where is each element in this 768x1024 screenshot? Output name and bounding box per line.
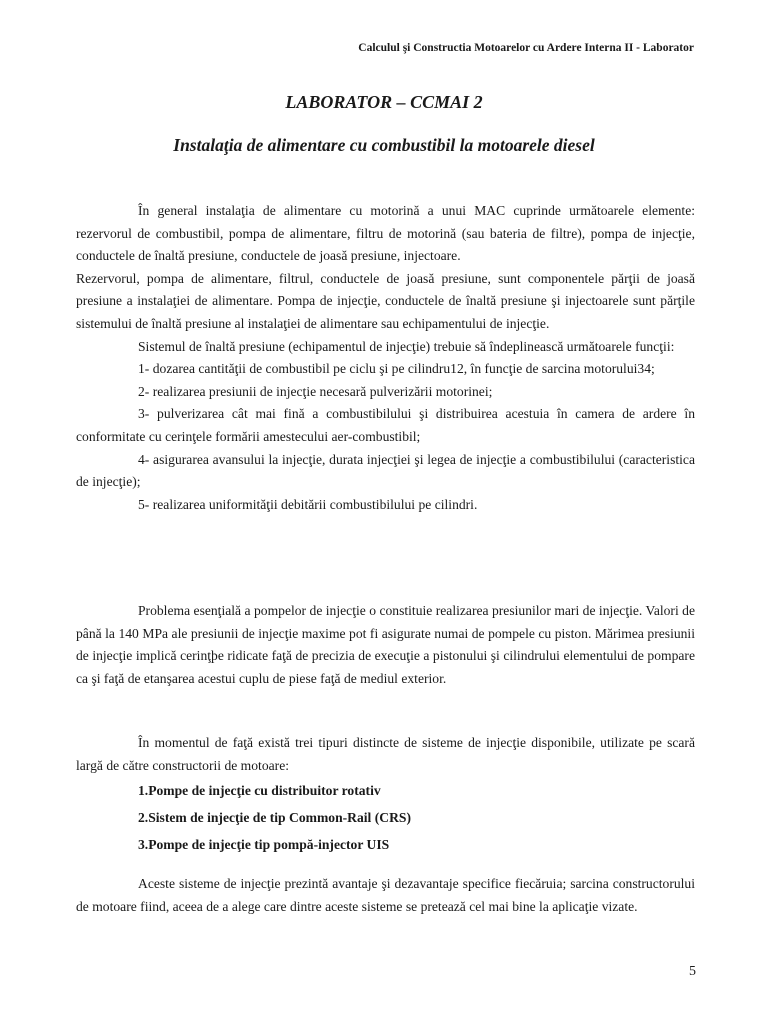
paragraph-functions-intro: Sistemul de înaltă presiune (echipamentul de injecţie) trebuie să îndeplinească următoarele funcţii:	[138, 338, 675, 354]
paragraph-components: Rezervorul, pompa de alimentare, filtrul, conductele de joasă presiune, sunt componentele părţii de joasă presiune a instalaţiei de alimentare. Pompa de injecţie, conductele de înaltă presiune şi injectoarele sunt părţile sistemului de înaltă presiune al instalaţiei de alimentare sau echipamentului de injecţie.	[76, 270, 695, 331]
page-number: 5	[689, 964, 696, 979]
system-item: 2.Sistem de injecţie de tip Common-Rail (CRS)	[138, 810, 411, 826]
function-item: 2- realizarea presiunii de injecţie necesară pulverizării motorinei;	[138, 383, 493, 399]
section-intro	[76, 200, 695, 516]
system-item: 3.Pompe de injecţie tip pompă-injector UIS	[138, 837, 390, 853]
section-conclusion	[76, 873, 695, 918]
paragraph-systems-intro: În momentul de faţă există trei tipuri distincte de sisteme de injecţie disponibile, utilizate pe scară largă de către constructorii de motoare:	[76, 735, 695, 773]
function-item: 4- asigurarea avansului la injecţie, durata injecţiei şi legea de injecţie a combustibilului (caracteristica de injecţie);	[76, 451, 695, 490]
function-item: 5- realizarea uniformităţii debitării combustibilului pe cilindri.	[138, 496, 478, 512]
page-title: LABORATOR – CCMAI 2	[285, 92, 483, 112]
paragraph-intro: În general instalaţia de alimentare cu motorină a unui MAC cuprinde următoarele elemente: rezervorul de combustibil, pompa de alimentare, filtru de motorină (sau bateria de filtre), pompa de injecţie, conductele de înaltă presiune, conductele de joasă presiune, injectoare.	[76, 203, 695, 264]
section-systems	[76, 732, 695, 858]
page-subtitle: Instalaţia de alimentare cu combustibil la motoarele diesel	[173, 135, 595, 155]
running-header: Calculul şi Constructia Motoarelor cu Ardere Interna II - Laborator	[358, 42, 694, 54]
system-item: 1.Pompe de injecţie cu distribuitor rotativ	[138, 783, 381, 799]
function-item: 1- dozarea cantităţii de combustibil pe ciclu şi pe cilindru12, în funcţie de sarcina motorului34;	[138, 361, 655, 377]
paragraph-conclusion: Aceste sisteme de injecţie prezintă avantaje şi dezavantaje specifice fiecăruia; sarcina constructorului de motoare fiind, aceea de a alege care dintre aceste sisteme se pretează cel mai bine la aplicaţie vizate.	[76, 876, 695, 914]
function-item: 3- pulverizarea cât mai fină a combustibilului şi distribuirea acestuia în camera de ardere în conformitate cu cerinţele formării amestecului aer-combustibil;	[76, 406, 695, 444]
section-pressure	[76, 600, 695, 690]
paragraph-pressure: Problema esenţială a pompelor de injecţie o constituie realizarea presiunilor mari de injecţie. Valori de până la 140 MPa ale presiunii de injecţie maxime pot fi asigurate numai de pompele cu piston. Mărimea presiunii de injecţie implică cerinţþe ridicate faţă de precizia de execuţie a pistonului şi cilindrului elementului de pompare ca şi faţă de etanşarea acestui cuplu de piese faţă de mediul exterior.	[76, 603, 695, 686]
